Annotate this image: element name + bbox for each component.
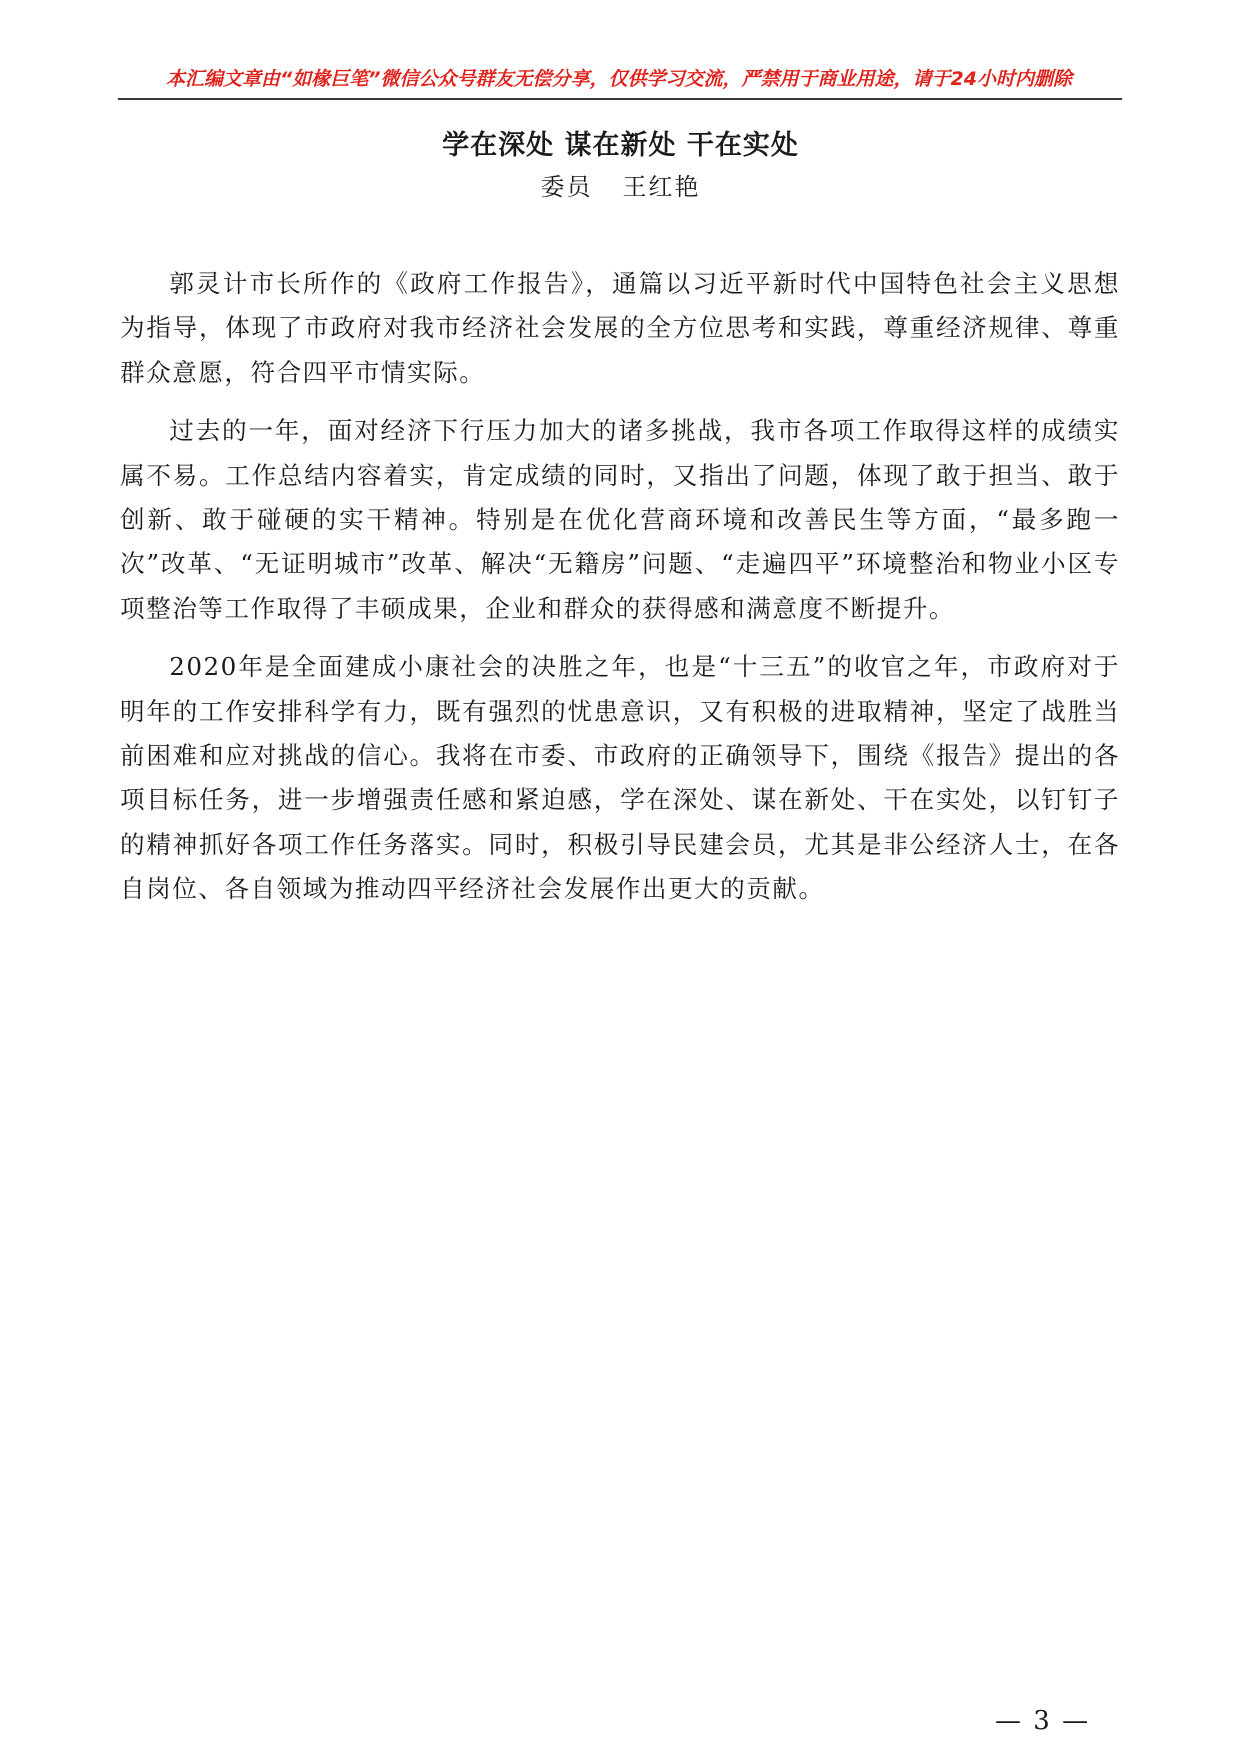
author-role: 委员 [540, 173, 593, 201]
author-name: 王红艳 [622, 173, 701, 201]
paragraph: 2020年是全面建成小康社会的决胜之年，也是“十三五”的收官之年，市政府对于明年的工作安排科学有力，既有强烈的忧患意识，又有积极的进取精神，坚定了战胜当前困难和应对挑战的信心。我将在市委、市政府的正确领导下，围绕《报告》提出的各项目标任务，进一步增强责任感和紧迫感，学在深处、谋在新处、干在实处，以钉钉子的精神抓好各项工作任务落实。同时，积极引导民建会员，尤其是非公经济人士，在各自岗位、各自领域为推动四平经济社会发展作出更大的贡献。 [120, 652, 1120, 904]
header-divider [118, 98, 1122, 100]
article-title: 学在深处 谋在新处 干在实处 [442, 130, 799, 161]
paragraph: 郭灵计市长所作的《政府工作报告》，通篇以习近平新时代中国特色社会主义思想为指导，体现了市政府对我市经济社会发展的全方位思考和实践，尊重经济规律、尊重群众意愿，符合四平市情实际。 [120, 269, 1120, 387]
article-body [120, 262, 1120, 926]
page-number: — 3 — [995, 1706, 1091, 1736]
disclaimer-banner: 本汇编文章由“如椽巨笔”微信公众号群友无偿分享，仅供学习交流，严禁用于商业用途，请于24小时内删除 [166, 68, 1072, 90]
author-line [0, 170, 1241, 204]
paragraph: 过去的一年，面对经济下行压力加大的诸多挑战，我市各项工作取得这样的成绩实属不易。工作总结内容着实，肯定成绩的同时，又指出了问题，体现了敢于担当、敢于创新、敢于碰硬的实干精神。特别是在优化营商环境和改善民生等方面，“最多跑一次”改革、“无证明城市”改革、解决“无籍房”问题、“走遍四平”环境整治和物业小区专项整治等工作取得了丰硕成果，企业和群众的获得感和满意度不断提升。 [120, 416, 1120, 623]
